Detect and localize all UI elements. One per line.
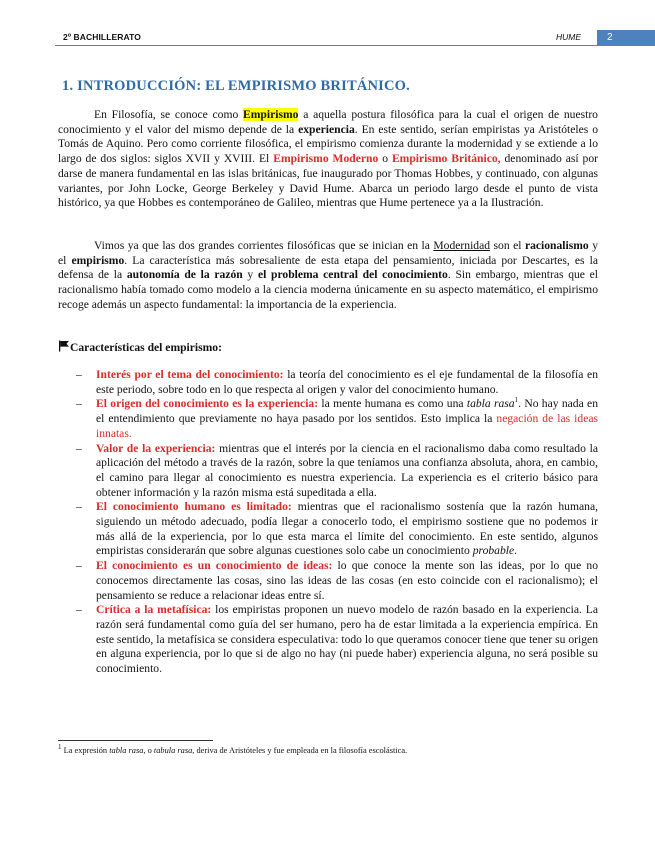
list-item: – Valor de la experiencia: mientras que el interés por la ciencia en el racionalismo daba como resultado la aplicación del método a través de la razón, sobre la que teníamos una confianza absoluta, ahora, en cambio, el camino para llegar al conocimiento es nuestra experiencia. La experiencia es el criterio básico para obtener información y la razón misma está supeditada a ella.	[76, 441, 598, 499]
footnote-ref[interactable]: 1	[514, 396, 519, 405]
header-rule	[55, 45, 597, 46]
characteristics-heading: Características del empirismo:	[58, 340, 222, 354]
flag-icon	[58, 340, 70, 352]
author-label: HUME	[556, 32, 582, 42]
intro-paragraph-2: Vimos ya que las dos grandes corrientes filosóficas que se inician en la Modernidad son el racionalismo y el empirismo. La característica más sobresaliente de esta etapa del pensamiento, iniciada por Descartes, es la defensa de la autonomía de la razón y el problema central del conocimiento. Sin embargo, mientras que el racionalismo había tomado como modelo a la ciencia moderna únicamente en su aspecto matemático, el empirismo recoge además un aspecto fundamental: la importancia de la experiencia.	[58, 239, 599, 311]
list-item: – El conocimiento es un conocimiento de ideas: lo que conoce la mente son las ideas, por lo que no conocemos directamente las cosas, sino las ideas de las cosas (en esto coincide con el racionalismo); el pensamiento se reduce a relacionar ideas entre sí.	[76, 559, 598, 602]
footnote-rule	[58, 740, 213, 741]
section-heading: 1. INTRODUCCIÓN: EL EMPIRISMO BRITÁNICO.	[62, 78, 410, 94]
page-header	[0, 30, 655, 46]
page-number: 2	[597, 30, 655, 46]
characteristics-list	[58, 368, 598, 677]
intro-paragraph-1: En Filosofía, se conoce como Empirismo a aquella postura filosófica para la cual el origen de nuestro conocimiento y el valor del mismo depende de la experiencia. En este sentido, serían empiristas ya Aristóteles o Tomás de Aquino. Pero como corriente filosófica, el empirismo comienza durante la modernidad y se extiende a lo largo de dos siglos: siglos XVII y XVIII. El Empirismo Moderno o Empirismo Británico, denominado así por darse de manera fundamental en las islas británicas, fue inaugurado por Thomas Hobbes, y continuado, con algunas variantes, por John Locke, George Berkeley y David Hume. Abarca un periodo largo desde el punto de vista histórico, ya que Hobbes es contemporáneo de Galileo, mientras que Hume pertenece ya a la Ilustración.	[58, 108, 599, 210]
list-item: – El origen del conocimiento es la experiencia: la mente humana es como una tabla rasa$^1$. No hay nada en el entendimiento que previamente no haya pasado por los sentidos. Esto implica la negación de las ideas innatas.	[76, 396, 598, 440]
course-label: 2º BACHILLERATO	[63, 32, 141, 42]
footnote: $^1$ La expresión tabla rasa, o tabula rasa, deriva de Aristóteles y fue empleada en la filosofía escolástica.	[58, 743, 408, 755]
list-item: – Interés por el tema del conocimiento: la teoría del conocimiento es el eje fundamental de la filosofía en este periodo, sobre todo en lo que respecta al origen y valor del conocimiento humano.	[76, 368, 598, 396]
list-item: – El conocimiento humano es limitado: mientras que el racionalismo sostenía que la razón humana, siguiendo un método adecuado, podía llegar a conocerlo todo, el empirismo sostiene que no podemos ir más allá de la experiencia, por lo que esta marca el límite del conocimiento. En este sentido, algunos empiristas considerarán que sobre algunas cuestiones solo cabe un conocimiento probable.	[76, 500, 598, 558]
list-item: – Crítica a la metafísica: los empiristas proponen un nuevo modelo de razón basado en la experiencia. La razón será fundamental como guía del ser humano, pero ha de estar limitada a la experiencia empírica. En este sentido, la metafísica se considera especulativa: todo lo que queramos conocer tiene que tener su origen en alguna experiencia, por lo que si de algo no hay (ni puede haber) experiencia alguna, no será posible su conocimiento.	[76, 603, 598, 676]
highlight-empirismo: Empirismo	[243, 108, 299, 121]
